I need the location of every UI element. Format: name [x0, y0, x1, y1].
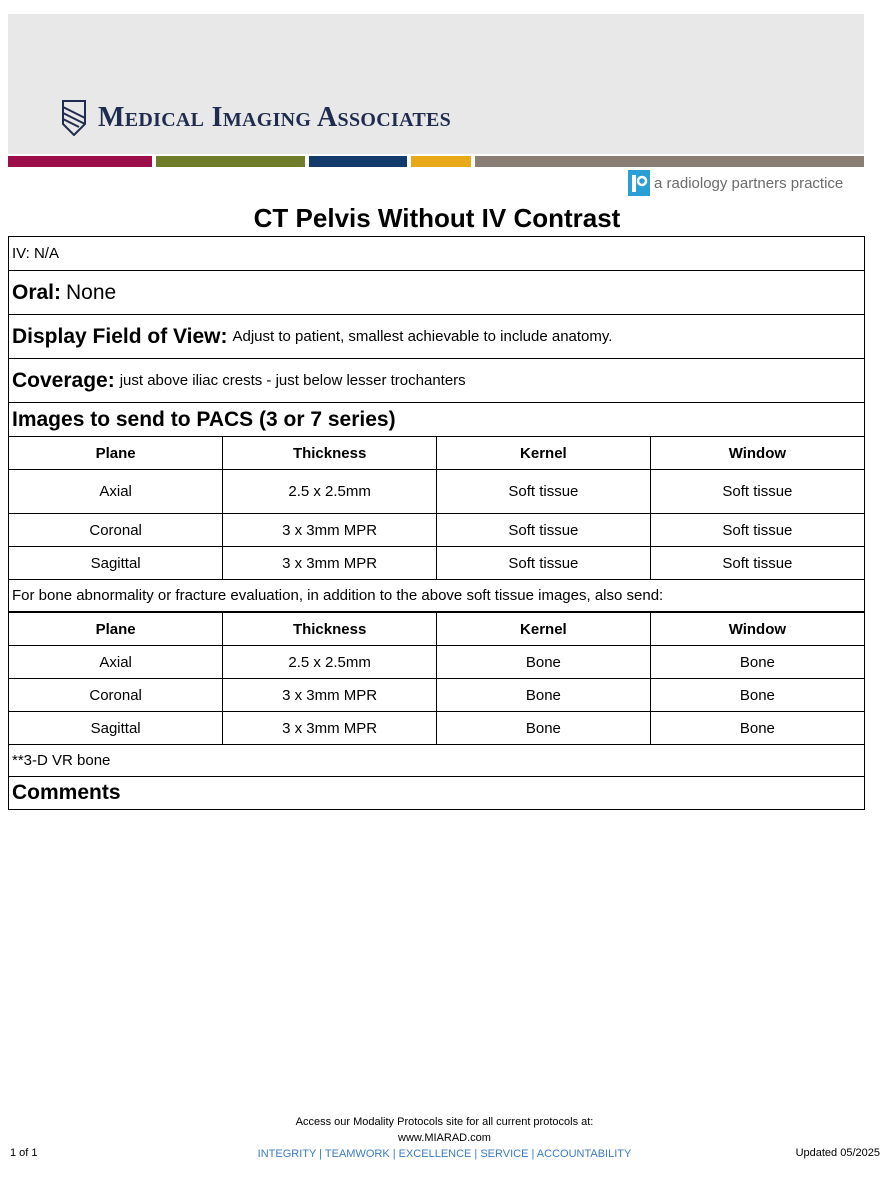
- cell-thickness: 3 x 3mm MPR: [223, 514, 437, 547]
- images-section-heading: Images to send to PACS (3 or 7 series): [12, 407, 396, 431]
- brand-stripe-2: [156, 156, 305, 167]
- cell-plane: Coronal: [9, 514, 223, 547]
- protocol-table: [8, 236, 865, 810]
- oral-label: Oral:: [12, 280, 62, 304]
- table-row: [9, 646, 864, 679]
- page-title: CT Pelvis Without IV Contrast: [253, 203, 621, 233]
- table-row: [9, 712, 864, 745]
- cell-thickness: 3 x 3mm MPR: [223, 712, 437, 745]
- vr-note: **3-D VR bone: [12, 751, 111, 769]
- cell-kernel: Soft tissue: [437, 547, 651, 580]
- shield-icon: [62, 100, 86, 136]
- table-row: [9, 679, 864, 712]
- cell-plane: Sagittal: [9, 712, 223, 745]
- cell-window: Soft tissue: [650, 547, 864, 580]
- header-window: Window: [650, 437, 864, 470]
- header-window: Window: [650, 613, 864, 646]
- cell-kernel: Bone: [437, 679, 651, 712]
- cell-kernel: Bone: [437, 712, 651, 745]
- affiliation: [628, 170, 843, 196]
- comments-label: Comments: [12, 781, 121, 804]
- iv-row: [9, 237, 864, 271]
- org-logo: [62, 100, 451, 136]
- cell-plane: Sagittal: [9, 547, 223, 580]
- table-row: [9, 547, 864, 580]
- cell-plane: Axial: [9, 470, 223, 514]
- cell-kernel: Bone: [437, 646, 651, 679]
- cell-thickness: 2.5 x 2.5mm: [223, 646, 437, 679]
- header-plane: Plane: [9, 437, 223, 470]
- bone-note: For bone abnormality or fracture evaluation, in addition to the above soft tissue images, also send:: [12, 586, 664, 604]
- page-number: 1 of 1: [10, 1147, 38, 1159]
- header-thickness: Thickness: [223, 437, 437, 470]
- dfov-row: [9, 315, 864, 359]
- header-kernel: Kernel: [437, 613, 651, 646]
- table-header-row: [9, 437, 864, 470]
- cell-plane: Axial: [9, 646, 223, 679]
- table-header-row: [9, 613, 864, 646]
- coverage-value: just above iliac crests - just below lesser trochanters: [119, 372, 466, 389]
- brand-stripe-1: [8, 156, 152, 167]
- cell-window: Bone: [650, 712, 864, 745]
- comments-row: [9, 777, 864, 809]
- coverage-label: Coverage:: [12, 368, 115, 392]
- header-thickness: Thickness: [223, 613, 437, 646]
- footer-url[interactable]: www.MIARAD.com: [398, 1132, 491, 1144]
- header-kernel: Kernel: [437, 437, 651, 470]
- cell-kernel: Soft tissue: [437, 514, 651, 547]
- oral-value: None: [66, 280, 117, 304]
- cell-thickness: 3 x 3mm MPR: [223, 547, 437, 580]
- brand-stripe-3: [309, 156, 407, 167]
- dfov-value: Adjust to patient, smallest achievable to include anatomy.: [232, 328, 613, 345]
- header-plane: Plane: [9, 613, 223, 646]
- oral-row: [9, 271, 864, 315]
- cell-kernel: Soft tissue: [437, 470, 651, 514]
- brand-stripe-4: [411, 156, 471, 167]
- bone-table: [9, 612, 864, 745]
- updated-date: Updated 05/2025: [795, 1147, 880, 1159]
- images-section-row: [9, 403, 864, 436]
- rp-logo-icon: [628, 170, 650, 196]
- cell-window: Bone: [650, 679, 864, 712]
- iv-text: IV: N/A: [12, 245, 59, 262]
- footer-access-line: Access our Modality Protocols site for all current protocols at:: [295, 1116, 594, 1128]
- cell-thickness: 3 x 3mm MPR: [223, 679, 437, 712]
- bone-note-row: [9, 579, 864, 612]
- cell-plane: Coronal: [9, 679, 223, 712]
- brand-stripe-5: [475, 156, 864, 167]
- cell-thickness: 2.5 x 2.5mm: [223, 470, 437, 514]
- vr-note-row: [9, 744, 864, 777]
- cell-window: Soft tissue: [650, 470, 864, 514]
- table-row: [9, 514, 864, 547]
- org-name: Medical Imaging Associates: [98, 102, 452, 133]
- cell-window: Bone: [650, 646, 864, 679]
- soft-tissue-table: [9, 436, 864, 580]
- footer-values: INTEGRITY | TEAMWORK | EXCELLENCE | SERVICE | ACCOUNTABILITY: [257, 1148, 632, 1160]
- cell-window: Soft tissue: [650, 514, 864, 547]
- dfov-label: Display Field of View:: [12, 324, 228, 348]
- affiliation-text: a radiology partners practice: [654, 174, 844, 192]
- coverage-row: [9, 359, 864, 403]
- table-row: [9, 470, 864, 514]
